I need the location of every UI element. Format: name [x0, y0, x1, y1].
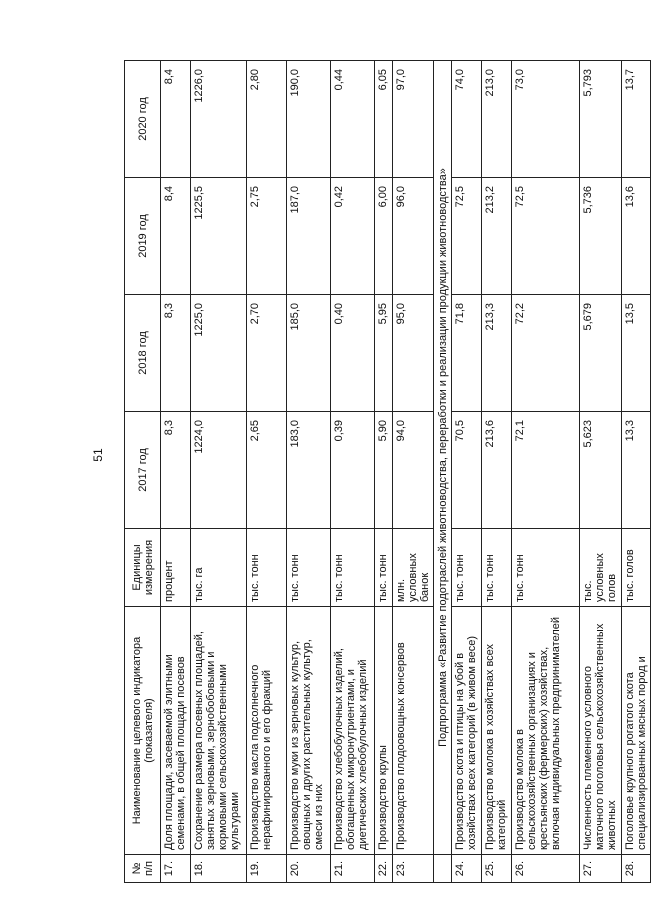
table-row — [375, 61, 393, 883]
header-name: Наименование целевого индикатора (показателя) — [125, 607, 161, 855]
row-name: Производство скота и птицы на убой в хозяйствах всех категорий (в живом весе) — [452, 607, 482, 855]
row-value: 6,00 — [375, 178, 393, 295]
table-row — [331, 61, 375, 883]
row-value: 2,75 — [247, 178, 287, 295]
row-unit: тыс. условных голов — [580, 529, 622, 607]
table-row — [452, 61, 482, 883]
row-unit: тыс. тонн — [375, 529, 393, 607]
row-value: 5,90 — [375, 412, 393, 529]
row-num: 19. — [247, 855, 287, 883]
row-name: Производство молока в хозяйствах всех категорий — [482, 607, 512, 855]
row-unit: тыс. тонн — [331, 529, 375, 607]
row-value: 213,0 — [482, 61, 512, 178]
row-num: 24. — [452, 855, 482, 883]
table-row — [161, 61, 191, 883]
row-num: 21. — [331, 855, 375, 883]
row-value: 190,0 — [287, 61, 331, 178]
header-year: 2020 год — [125, 61, 161, 178]
row-num: 22. — [375, 855, 393, 883]
section-spacer — [434, 855, 452, 883]
row-unit: тыс. тонн — [287, 529, 331, 607]
row-name: Производство плодоовощных консервов — [393, 607, 434, 855]
row-value: 213,3 — [482, 295, 512, 412]
row-value: 213,6 — [482, 412, 512, 529]
row-value: 13,5 — [622, 295, 651, 412]
row-value: 5,736 — [580, 178, 622, 295]
row-num: 18. — [191, 855, 247, 883]
row-num: 25. — [482, 855, 512, 883]
row-num: 17. — [161, 855, 191, 883]
header-year: 2019 год — [125, 178, 161, 295]
row-unit: тыс. га — [191, 529, 247, 607]
row-value: 73,0 — [512, 61, 580, 178]
row-value: 5,95 — [375, 295, 393, 412]
row-name: Производство муки из зерновых культур, овощных и других растительных культур, смеси из них — [287, 607, 331, 855]
row-value: 70,5 — [452, 412, 482, 529]
row-value: 96,0 — [393, 178, 434, 295]
row-value: 183,0 — [287, 412, 331, 529]
row-value: 0,39 — [331, 412, 375, 529]
row-value: 213,2 — [482, 178, 512, 295]
row-value: 5,623 — [580, 412, 622, 529]
row-value: 72,5 — [452, 178, 482, 295]
row-value: 2,65 — [247, 412, 287, 529]
row-value: 1226,0 — [191, 61, 247, 178]
row-name: Поголовье крупного рогатого скота специализированных мясных пород и — [622, 607, 651, 855]
row-value: 8,3 — [161, 295, 191, 412]
indicators-table — [124, 60, 651, 883]
table-row — [393, 61, 434, 883]
row-name: Численность племенного условного маточного поголовья сельскохозяйственных животных — [580, 607, 622, 855]
section-title: Подпрограмма «Развитие подотраслей животноводства, переработки и реализации продукции животноводства» — [434, 61, 452, 855]
row-unit: тыс. тонн — [482, 529, 512, 607]
row-value: 13,6 — [622, 178, 651, 295]
section-row — [434, 61, 452, 883]
row-unit: процент — [161, 529, 191, 607]
row-value: 185,0 — [287, 295, 331, 412]
table-row — [580, 61, 622, 883]
page-number: 51 — [91, 448, 105, 462]
row-value: 187,0 — [287, 178, 331, 295]
row-value: 94,0 — [393, 412, 434, 529]
row-num: 23. — [393, 855, 434, 883]
row-value: 2,80 — [247, 61, 287, 178]
row-value: 0,40 — [331, 295, 375, 412]
row-value: 13,3 — [622, 412, 651, 529]
row-name: Производство молока в сельскохозяйственных организациях и крестьянских (фермерских) хозяйствах, включая индивидуальных предпринимателей — [512, 607, 580, 855]
table-row — [191, 61, 247, 883]
row-name: Производство крупы — [375, 607, 393, 855]
row-value: 72,2 — [512, 295, 580, 412]
table-row — [622, 61, 651, 883]
row-value: 1225,0 — [191, 295, 247, 412]
header-num: № п/п — [125, 855, 161, 883]
header-year: 2017 год — [125, 412, 161, 529]
row-value: 97,0 — [393, 61, 434, 178]
row-num: 20. — [287, 855, 331, 883]
row-num: 28. — [622, 855, 651, 883]
row-value: 13,7 — [622, 61, 651, 178]
row-value: 74,0 — [452, 61, 482, 178]
row-value: 72,1 — [512, 412, 580, 529]
rotated-table-container — [124, 60, 648, 883]
row-value: 5,679 — [580, 295, 622, 412]
row-unit: тыс. тонн — [452, 529, 482, 607]
table-row — [287, 61, 331, 883]
row-name: Производство хлебобулочных изделий, обогащенных микронутриентами, и диетических хлебобулочных изделий — [331, 607, 375, 855]
row-unit: тыс. тонн — [512, 529, 580, 607]
row-num: 26. — [512, 855, 580, 883]
row-value: 8,3 — [161, 412, 191, 529]
row-unit: тыс. голов — [622, 529, 651, 607]
row-value: 1225,5 — [191, 178, 247, 295]
row-value: 0,44 — [331, 61, 375, 178]
row-value: 71,8 — [452, 295, 482, 412]
row-unit: тыс. тонн — [247, 529, 287, 607]
row-value: 0,42 — [331, 178, 375, 295]
header-year: 2018 год — [125, 295, 161, 412]
row-name: Сохранение размера посевных площадей, занятых зерновыми, зернобобовыми и кормовыми сельскохозяйственными культурами — [191, 607, 247, 855]
row-value: 5,793 — [580, 61, 622, 178]
row-value: 72,5 — [512, 178, 580, 295]
table-row — [512, 61, 580, 883]
row-name: Доля площади, засеваемой элитными семенами, в общей площади посевов — [161, 607, 191, 855]
table-row — [482, 61, 512, 883]
row-name: Производство масла подсолнечного нерафинированного и его фракций — [247, 607, 287, 855]
table-row — [247, 61, 287, 883]
row-value: 2,70 — [247, 295, 287, 412]
row-value: 8,4 — [161, 61, 191, 178]
header-unit: Единицы измерения — [125, 529, 161, 607]
row-num: 27. — [580, 855, 622, 883]
row-value: 95,0 — [393, 295, 434, 412]
row-unit: млн. условных банок — [393, 529, 434, 607]
table-header-row — [125, 61, 161, 883]
row-value: 1224,0 — [191, 412, 247, 529]
row-value: 6,05 — [375, 61, 393, 178]
row-value: 8,4 — [161, 178, 191, 295]
